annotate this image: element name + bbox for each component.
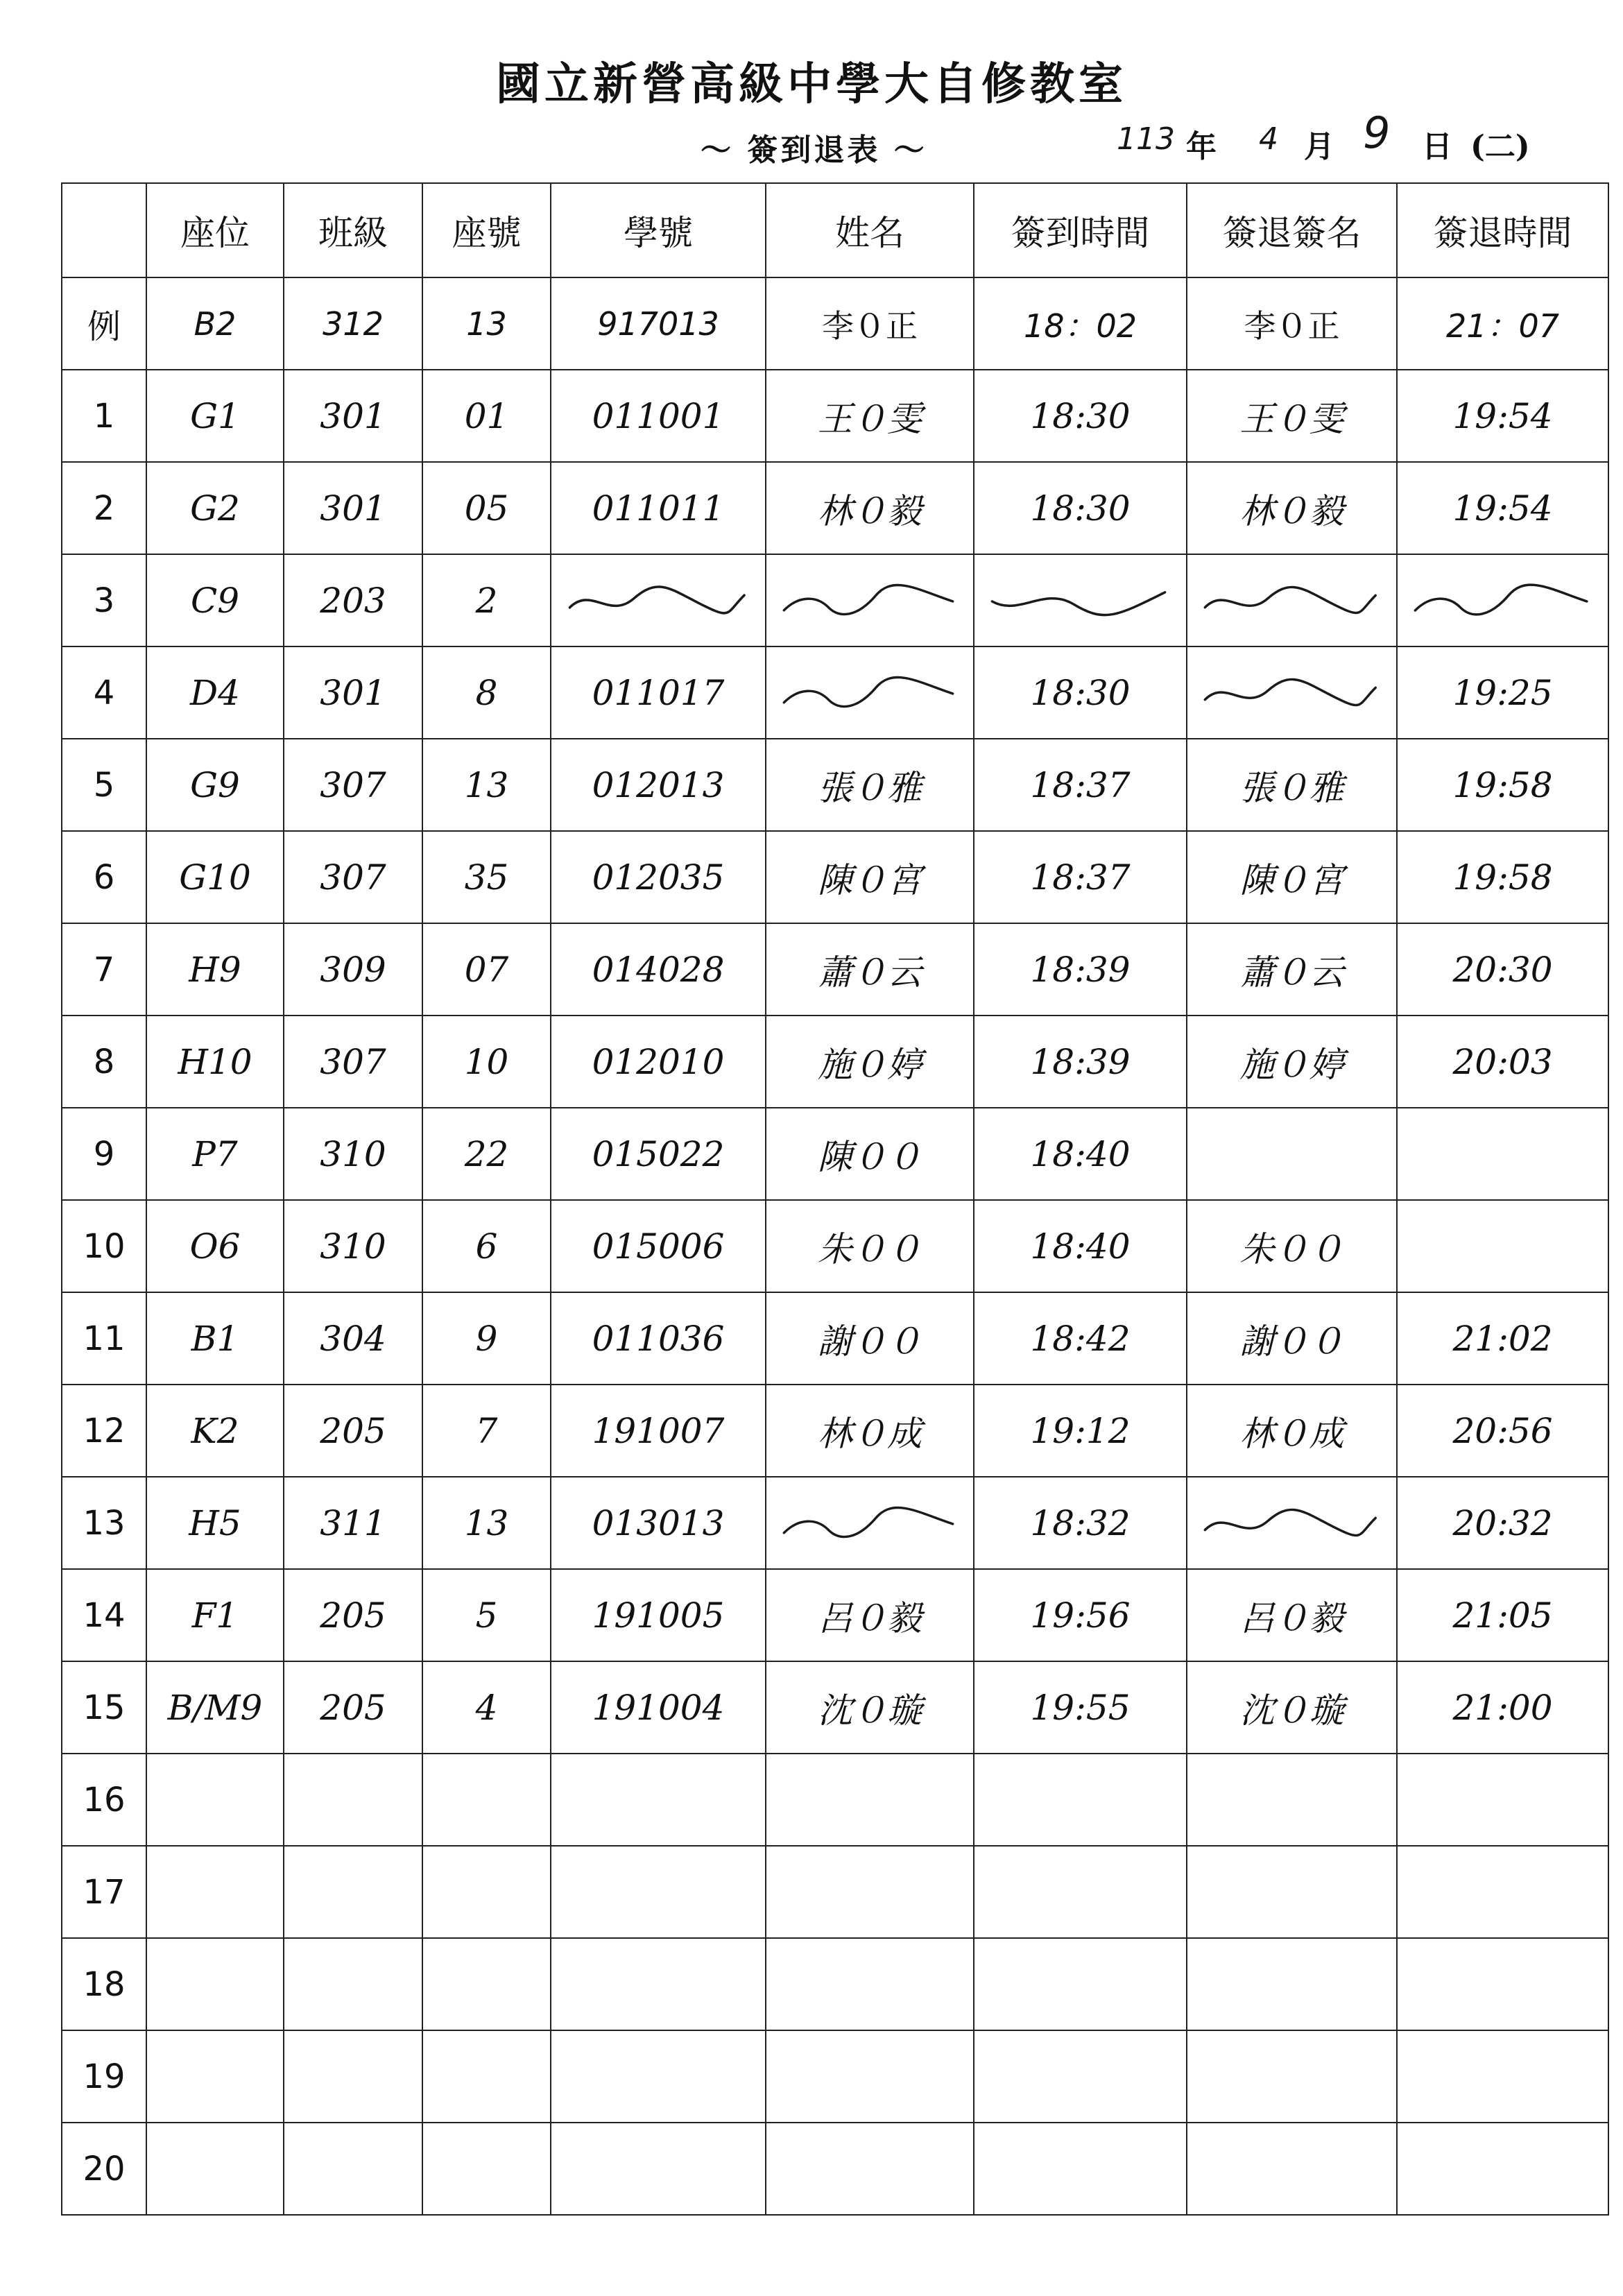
cell-sign-in-time: 18:37: [974, 739, 1187, 831]
cell-seat: H9: [146, 923, 284, 1016]
cell-sign-out-time: 19:54: [1397, 370, 1608, 462]
cell-seat-no: 8: [422, 646, 551, 739]
col-header-name: 姓名: [766, 183, 974, 277]
cell-seat: C9: [146, 554, 284, 646]
cell-name: [766, 2030, 974, 2123]
table-row: [62, 923, 1608, 1016]
cell-sign-out-signature: [1187, 646, 1397, 739]
cell-sign-in-time: 18:39: [974, 1016, 1187, 1108]
example-sign-out-signature: 李０正: [1187, 277, 1397, 370]
cell-sign-out-signature: 沈０璇: [1187, 1661, 1397, 1754]
cell-name: 沈０璇: [766, 1661, 974, 1754]
row-number: 6: [62, 831, 146, 923]
cell-seat: [146, 2030, 284, 2123]
cell-sign-out-signature: [1187, 2123, 1397, 2215]
col-header-class: 班級: [284, 183, 422, 277]
sign-in-table: [61, 182, 1609, 2216]
cell-seat-no: [422, 1938, 551, 2030]
cell-class: 301: [284, 646, 422, 739]
cell-sign-out-time: [1397, 1938, 1608, 2030]
cell-sign-in-time: 18:30: [974, 370, 1187, 462]
cell-student-id: 011011: [551, 462, 766, 554]
cell-seat: H10: [146, 1016, 284, 1108]
cell-name: [766, 1938, 974, 2030]
cell-student-id: 191004: [551, 1661, 766, 1754]
table-row: [62, 1846, 1608, 1938]
row-number: 17: [62, 1846, 146, 1938]
cell-name: 朱００: [766, 1200, 974, 1292]
cell-sign-in-time: [974, 1754, 1187, 1846]
cell-sign-out-time: 20:03: [1397, 1016, 1608, 1108]
table-row: [62, 1661, 1608, 1754]
signature-scribble: [781, 581, 959, 622]
cell-class: 205: [284, 1661, 422, 1754]
cell-student-id: 015006: [551, 1200, 766, 1292]
cell-sign-in-time: 18:30: [974, 462, 1187, 554]
cell-student-id: 015022: [551, 1108, 766, 1200]
cell-seat: [146, 1938, 284, 2030]
signature-scribble: [781, 673, 959, 714]
cell-sign-in-time: 18:37: [974, 831, 1187, 923]
signature-scribble: [1202, 581, 1382, 622]
cell-class: [284, 2030, 422, 2123]
cell-sign-in-time: [974, 2030, 1187, 2123]
date-month-unit: 月: [1304, 129, 1334, 164]
table-row: [62, 370, 1608, 462]
cell-seat: G1: [146, 370, 284, 462]
cell-sign-out-signature: 呂０毅: [1187, 1569, 1397, 1661]
cell-seat-no: 07: [422, 923, 551, 1016]
table-row: [62, 739, 1608, 831]
cell-class: 310: [284, 1200, 422, 1292]
cell-class: 311: [284, 1477, 422, 1569]
example-name: 李０正: [766, 277, 974, 370]
example-label: 例: [62, 277, 146, 370]
row-number: 4: [62, 646, 146, 739]
example-row: [62, 277, 1608, 370]
cell-seat: G9: [146, 739, 284, 831]
cell-seat: [146, 1846, 284, 1938]
cell-name: 施０婷: [766, 1016, 974, 1108]
date-line: [1117, 108, 1616, 170]
cell-seat-no: 22: [422, 1108, 551, 1200]
date-day: 9: [1363, 108, 1391, 158]
cell-seat: P7: [146, 1108, 284, 1200]
cell-sign-in-time: 19:12: [974, 1385, 1187, 1477]
cell-seat: [146, 1754, 284, 1846]
signature-scribble: [1202, 673, 1382, 714]
cell-seat-no: [422, 1846, 551, 1938]
cell-class: [284, 1938, 422, 2030]
cell-class: 307: [284, 739, 422, 831]
cell-sign-out-signature: [1187, 1477, 1397, 1569]
cell-name: [766, 1754, 974, 1846]
cell-seat: K2: [146, 1385, 284, 1477]
header-row: [62, 183, 1608, 277]
cell-seat-no: 2: [422, 554, 551, 646]
cell-class: [284, 2123, 422, 2215]
table-row: [62, 1108, 1608, 1200]
cell-student-id: 011036: [551, 1292, 766, 1385]
cell-student-id: [551, 1754, 766, 1846]
table-row: [62, 462, 1608, 554]
example-class: 312: [284, 277, 422, 370]
date-year-unit: 年: [1186, 129, 1217, 164]
table-row: [62, 1938, 1608, 2030]
signature-scribble: [1412, 581, 1593, 622]
example-seat-no: 13: [422, 277, 551, 370]
cell-class: 304: [284, 1292, 422, 1385]
cell-sign-in-time: 18:42: [974, 1292, 1187, 1385]
row-number: 2: [62, 462, 146, 554]
cell-sign-out-signature: 張０雅: [1187, 739, 1397, 831]
cell-seat-no: 13: [422, 1477, 551, 1569]
cell-seat-no: 05: [422, 462, 551, 554]
table-row: [62, 646, 1608, 739]
cell-sign-in-time: 19:56: [974, 1569, 1187, 1661]
cell-sign-out-time: 21:02: [1397, 1292, 1608, 1385]
cell-class: 205: [284, 1569, 422, 1661]
cell-sign-out-time: 19:54: [1397, 462, 1608, 554]
col-header-seat-no: 座號: [422, 183, 551, 277]
row-number: 15: [62, 1661, 146, 1754]
cell-sign-in-time: 18:40: [974, 1108, 1187, 1200]
cell-seat: G2: [146, 462, 284, 554]
cell-name: [766, 2123, 974, 2215]
cell-sign-out-signature: 林０成: [1187, 1385, 1397, 1477]
cell-sign-out-time: 20:32: [1397, 1477, 1608, 1569]
cell-student-id: [551, 554, 766, 646]
cell-seat: G10: [146, 831, 284, 923]
date-day-unit: 日: [1422, 129, 1452, 164]
row-number: 16: [62, 1754, 146, 1846]
row-number: 12: [62, 1385, 146, 1477]
cell-sign-out-time: 21:05: [1397, 1569, 1608, 1661]
cell-sign-out-time: 20:30: [1397, 923, 1608, 1016]
row-number: 9: [62, 1108, 146, 1200]
cell-seat-no: 6: [422, 1200, 551, 1292]
page-title: 國立新營高級中學大自修教室: [496, 58, 1127, 110]
cell-sign-out-time: [1397, 1754, 1608, 1846]
cell-seat-no: 10: [422, 1016, 551, 1108]
cell-name: [766, 1846, 974, 1938]
table-row: [62, 831, 1608, 923]
cell-sign-in-time: [974, 554, 1187, 646]
cell-seat-no: 01: [422, 370, 551, 462]
cell-student-id: 012013: [551, 739, 766, 831]
col-header-sign-out-signature: 簽退簽名: [1187, 183, 1397, 277]
example-student-id: 917013: [551, 277, 766, 370]
cell-sign-out-time: [1397, 2030, 1608, 2123]
signature-scribble: [989, 581, 1171, 622]
cell-student-id: 012035: [551, 831, 766, 923]
cell-name: 張０雅: [766, 739, 974, 831]
cell-sign-in-time: [974, 1938, 1187, 2030]
cell-sign-out-signature: 林０毅: [1187, 462, 1397, 554]
cell-name: 呂０毅: [766, 1569, 974, 1661]
cell-seat-no: 5: [422, 1569, 551, 1661]
cell-sign-in-time: [974, 2123, 1187, 2215]
cell-sign-out-signature: 蕭０云: [1187, 923, 1397, 1016]
cell-seat-no: 13: [422, 739, 551, 831]
row-number: 10: [62, 1200, 146, 1292]
cell-class: [284, 1846, 422, 1938]
cell-sign-out-signature: 陳０宮: [1187, 831, 1397, 923]
cell-sign-out-signature: 謝００: [1187, 1292, 1397, 1385]
cell-name: 王０雯: [766, 370, 974, 462]
table-row: [62, 1016, 1608, 1108]
cell-student-id: 011001: [551, 370, 766, 462]
cell-student-id: 011017: [551, 646, 766, 739]
table-row: [62, 2030, 1608, 2123]
row-number: 19: [62, 2030, 146, 2123]
cell-sign-out-signature: [1187, 2030, 1397, 2123]
cell-student-id: [551, 1846, 766, 1938]
cell-seat: H5: [146, 1477, 284, 1569]
row-number: 11: [62, 1292, 146, 1385]
cell-sign-out-signature: [1187, 1108, 1397, 1200]
cell-sign-in-time: 18:39: [974, 923, 1187, 1016]
cell-seat: D4: [146, 646, 284, 739]
cell-sign-out-time: [1397, 1108, 1608, 1200]
cell-student-id: 191005: [551, 1569, 766, 1661]
col-header-sign-in-time: 簽到時間: [974, 183, 1187, 277]
date-year: 113: [1117, 121, 1175, 157]
cell-class: 310: [284, 1108, 422, 1200]
cell-seat-no: 7: [422, 1385, 551, 1477]
signature-scribble: [781, 1503, 959, 1545]
cell-name: [766, 646, 974, 739]
cell-sign-out-signature: [1187, 1938, 1397, 2030]
cell-sign-out-time: [1397, 1200, 1608, 1292]
col-header-sign-out-time: 簽退時間: [1397, 183, 1608, 277]
page-subtitle: ～ 簽到退表 ～: [701, 132, 927, 168]
row-number: 7: [62, 923, 146, 1016]
cell-student-id: 014028: [551, 923, 766, 1016]
cell-student-id: [551, 2123, 766, 2215]
row-number: 13: [62, 1477, 146, 1569]
example-sign-in-time: 18：02: [974, 277, 1187, 370]
cell-name: [766, 1477, 974, 1569]
cell-class: 309: [284, 923, 422, 1016]
cell-seat: [146, 2123, 284, 2215]
row-number: 3: [62, 554, 146, 646]
cell-sign-out-time: 21:00: [1397, 1661, 1608, 1754]
cell-seat-no: 35: [422, 831, 551, 923]
cell-sign-in-time: 18:32: [974, 1477, 1187, 1569]
row-number: 5: [62, 739, 146, 831]
signature-scribble: [1202, 1503, 1382, 1545]
row-number: 14: [62, 1569, 146, 1661]
cell-class: 307: [284, 831, 422, 923]
cell-name: 謝００: [766, 1292, 974, 1385]
cell-sign-in-time: 18:30: [974, 646, 1187, 739]
cell-seat-no: [422, 2123, 551, 2215]
cell-class: 301: [284, 370, 422, 462]
cell-sign-out-signature: 施０婷: [1187, 1016, 1397, 1108]
cell-sign-in-time: [974, 1846, 1187, 1938]
cell-name: 林０成: [766, 1385, 974, 1477]
cell-class: 301: [284, 462, 422, 554]
cell-class: 205: [284, 1385, 422, 1477]
cell-sign-out-time: [1397, 554, 1608, 646]
example-sign-out-time: 21：07: [1397, 277, 1608, 370]
cell-sign-out-signature: 朱００: [1187, 1200, 1397, 1292]
cell-seat: O6: [146, 1200, 284, 1292]
cell-seat-no: [422, 1754, 551, 1846]
table-row: [62, 1569, 1608, 1661]
row-number: 8: [62, 1016, 146, 1108]
cell-name: 陳０宮: [766, 831, 974, 923]
cell-sign-out-time: 19:25: [1397, 646, 1608, 739]
cell-name: [766, 554, 974, 646]
cell-class: [284, 1754, 422, 1846]
cell-student-id: 191007: [551, 1385, 766, 1477]
cell-seat-no: 9: [422, 1292, 551, 1385]
example-seat: B2: [146, 277, 284, 370]
date-weekday: (二): [1470, 129, 1530, 164]
cell-seat: B1: [146, 1292, 284, 1385]
cell-sign-out-time: 19:58: [1397, 831, 1608, 923]
cell-sign-out-time: [1397, 2123, 1608, 2215]
table-row: [62, 554, 1608, 646]
cell-sign-out-signature: [1187, 554, 1397, 646]
table-row: [62, 2123, 1608, 2215]
cell-student-id: [551, 2030, 766, 2123]
table-row: [62, 1385, 1608, 1477]
cell-student-id: [551, 1938, 766, 2030]
cell-sign-out-time: [1397, 1846, 1608, 1938]
cell-seat-no: 4: [422, 1661, 551, 1754]
table-row: [62, 1292, 1608, 1385]
cell-sign-out-signature: 王０雯: [1187, 370, 1397, 462]
cell-sign-in-time: 18:40: [974, 1200, 1187, 1292]
cell-student-id: 012010: [551, 1016, 766, 1108]
cell-seat-no: [422, 2030, 551, 2123]
row-number: 1: [62, 370, 146, 462]
table-row: [62, 1477, 1608, 1569]
cell-class: 203: [284, 554, 422, 646]
cell-student-id: 013013: [551, 1477, 766, 1569]
cell-sign-out-time: 19:58: [1397, 739, 1608, 831]
table-row: [62, 1200, 1608, 1292]
col-header-index: [62, 183, 146, 277]
col-header-student-id: 學號: [551, 183, 766, 277]
cell-name: 蕭０云: [766, 923, 974, 1016]
cell-name: 林０毅: [766, 462, 974, 554]
cell-seat: B/M9: [146, 1661, 284, 1754]
date-month: 4: [1259, 121, 1278, 157]
cell-sign-out-signature: [1187, 1754, 1397, 1846]
table-row: [62, 1754, 1608, 1846]
cell-sign-out-signature: [1187, 1846, 1397, 1938]
cell-seat: F1: [146, 1569, 284, 1661]
row-number: 20: [62, 2123, 146, 2215]
col-header-seat: 座位: [146, 183, 284, 277]
signature-scribble: [567, 581, 750, 622]
cell-sign-out-time: 20:56: [1397, 1385, 1608, 1477]
cell-sign-in-time: 19:55: [974, 1661, 1187, 1754]
cell-class: 307: [284, 1016, 422, 1108]
row-number: 18: [62, 1938, 146, 2030]
cell-name: 陳００: [766, 1108, 974, 1200]
